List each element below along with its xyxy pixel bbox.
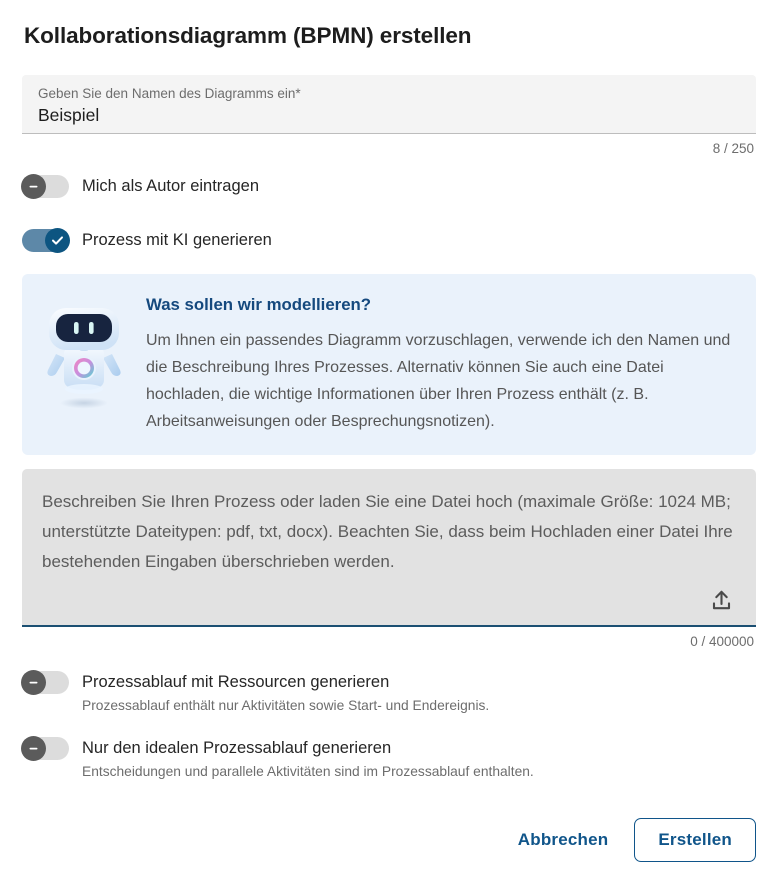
option-group-resources — [22, 671, 756, 715]
toggle-row-author[interactable] — [22, 175, 756, 198]
diagram-name-label: Geben Sie den Namen des Diagramms ein* — [38, 86, 301, 101]
robot-mascot-icon — [36, 292, 132, 417]
process-description-field[interactable] — [22, 469, 756, 627]
ai-info-text: Um Ihnen ein passendes Diagramm vorzuschlagen, verwende ich den Namen und die Beschreibung Ihres Prozesses. Alternativ können Sie auch eine Datei hochladen, die wichtige Informationen über Ihren Prozess enthält (z. B. Arbeitsanweisungen oder Besprechungsnotizen). — [146, 332, 731, 430]
diagram-name-input[interactable] — [38, 104, 740, 127]
cancel-button[interactable]: Abbrechen — [506, 820, 621, 860]
process-description-placeholder: Beschreiben Sie Ihren Prozess oder laden Sie eine Datei hoch (maximale Größe: 1024 MB; unterstützte Dateitypen: pdf, txt, docx). Beachten Sie, dass beim Hochladen einer Datei Ihre bestehenden Eingaben überschrieben werden. — [42, 492, 733, 571]
toggle-generate-with-resources[interactable] — [22, 671, 69, 694]
ai-info-body — [146, 292, 734, 435]
toggle-author[interactable] — [22, 175, 69, 198]
ai-info-panel — [22, 274, 756, 455]
toggle-ai-generate[interactable] — [22, 229, 69, 252]
page-title: Kollaborationsdiagramm (BPMN) erstellen — [24, 23, 472, 48]
diagram-name-field-wrapper — [22, 75, 756, 156]
toggle-generate-ideal-flow-help: Entscheidungen und parallele Aktivitäten sind im Prozessablauf enthalten. — [82, 764, 534, 779]
minus-icon — [21, 174, 46, 199]
ai-info-heading: Was sollen wir modellieren? — [146, 295, 372, 314]
diagram-name-counter: 8 / 250 — [712, 141, 754, 156]
toggle-author-label: Mich als Autor eintragen — [82, 177, 260, 195]
toggle-generate-ideal-flow[interactable] — [22, 737, 69, 760]
toggle-row-ai[interactable] — [22, 229, 756, 252]
upload-icon[interactable] — [704, 585, 738, 615]
toggle-row-resources[interactable] — [22, 671, 756, 694]
toggle-ai-generate-label: Prozess mit KI generieren — [82, 231, 272, 249]
option-group-ideal-flow — [22, 737, 756, 781]
check-icon — [45, 228, 70, 253]
toggle-generate-ideal-flow-label: Nur den idealen Prozessablauf generieren — [82, 739, 392, 757]
toggle-generate-with-resources-help: Prozessablauf enthält nur Aktivitäten sowie Start- und Endereignis. — [82, 698, 490, 713]
minus-icon — [21, 736, 46, 761]
create-button[interactable]: Erstellen — [634, 818, 756, 862]
diagram-name-field[interactable] — [22, 75, 756, 134]
advanced-options — [22, 671, 756, 781]
dialog-actions — [506, 818, 756, 862]
process-description-counter: 0 / 400000 — [690, 634, 754, 649]
minus-icon — [21, 670, 46, 695]
toggle-row-ideal-flow[interactable] — [22, 737, 756, 760]
toggle-generate-with-resources-label: Prozessablauf mit Ressourcen generieren — [82, 673, 390, 691]
